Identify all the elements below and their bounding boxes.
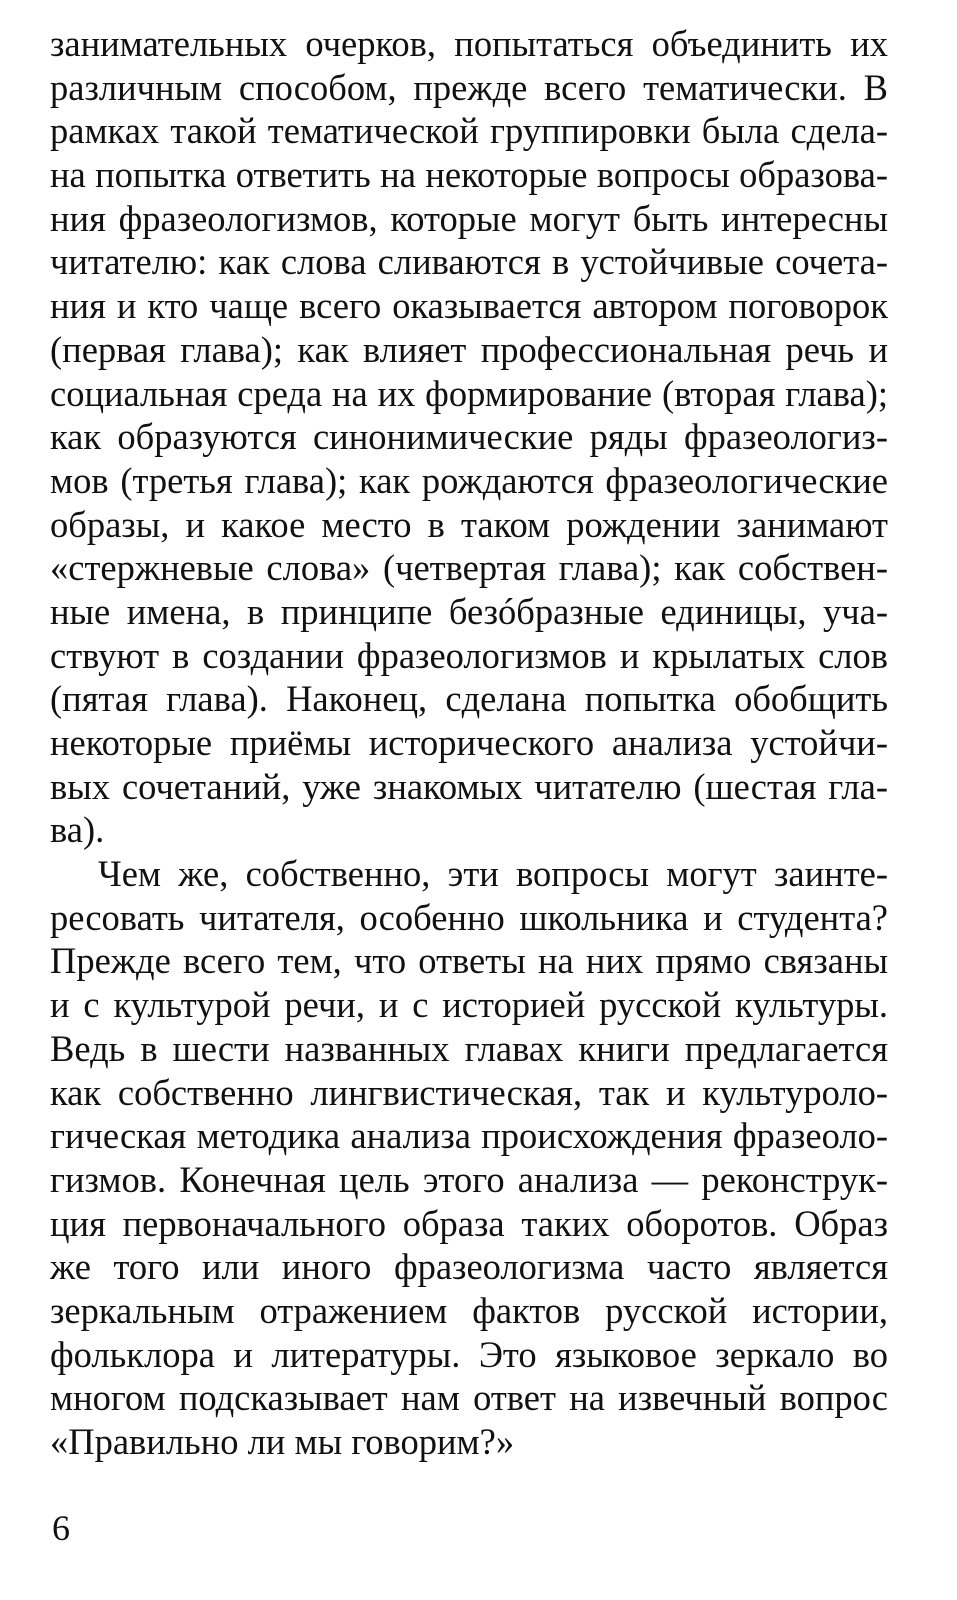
page-number: 6: [52, 1508, 70, 1548]
text-line: рамках такой тематической группировки была сдела-: [50, 110, 888, 152]
text-line: ния и кто чаще всего оказывается автором поговорок: [50, 285, 888, 327]
text-line: Чем же, собственно, эти вопросы могут заинте-: [98, 853, 888, 895]
text-line: «Правильно ли мы говорим?»: [50, 1421, 515, 1462]
text-line: (первая глава); как влияет профессиональная речь и: [50, 328, 888, 370]
text-line: зеркальным отражением фактов русской истории,: [50, 1289, 888, 1331]
text-line: Прежде всего тем, что ответы на них прямо связаны: [50, 940, 888, 982]
text-line: на попытка ответить на некоторые вопросы образова-: [50, 154, 888, 196]
text-line: фольклора и литературы. Это языковое зеркало во: [50, 1333, 888, 1375]
text-line: ресовать читателя, особенно школьника и студента?: [50, 896, 888, 938]
text-line: же того или иного фразеологизма часто является: [50, 1246, 888, 1288]
text-line: некоторые приёмы исторического анализа устойчи-: [50, 722, 888, 763]
text-line: занимательных очерков, попытаться объединить их: [50, 23, 888, 64]
body-text: [50, 22, 888, 1464]
text-line: социальная среда на их формирование (вторая глава);: [50, 372, 888, 414]
text-line: гизмов. Конечная цель этого анализа — реконструк-: [50, 1158, 888, 1200]
text-line: вых сочетаний, уже знакомых читателю (шестая гла-: [50, 765, 888, 807]
text-line: и с культурой речи, и с историей русской культуры.: [50, 984, 888, 1026]
text-line: ствуют в создании фразеологизмов и крылатых слов: [50, 634, 888, 676]
text-line: ния фразеологизмов, которые могут быть интересны: [50, 197, 888, 239]
text-line: мов (третья глава); как рождаются фразеологические: [50, 459, 888, 501]
text-line: гическая методика анализа происхождения фразеоло-: [50, 1115, 888, 1157]
text-line: образы, и какое место в таком рождении занимают: [50, 503, 888, 545]
text-line: ные имена, в принципе безóбразные единицы, уча-: [50, 590, 888, 632]
text-line: «стержневые слова» (четвертая глава); как собствен-: [50, 547, 888, 589]
text-line: (пятая глава). Наконец, сделана попытка обобщить: [50, 678, 888, 720]
text-line: как собственно лингвистическая, так и культуроло-: [50, 1071, 888, 1113]
text-line: различным способом, прежде всего тематически. В: [50, 66, 888, 108]
text-line: ва).: [50, 809, 105, 851]
text-line: читателю: как слова сливаются в устойчивые сочета-: [50, 241, 888, 283]
text-line: многом подсказывает нам ответ на извечный вопрос: [50, 1377, 888, 1419]
text-line: Ведь в шести названных главах книги предлагается: [50, 1027, 888, 1069]
text-line: как образуются синонимические ряды фразеологиз-: [50, 416, 888, 458]
text-line: ция первоначального образа таких оборотов. Образ: [50, 1202, 888, 1244]
